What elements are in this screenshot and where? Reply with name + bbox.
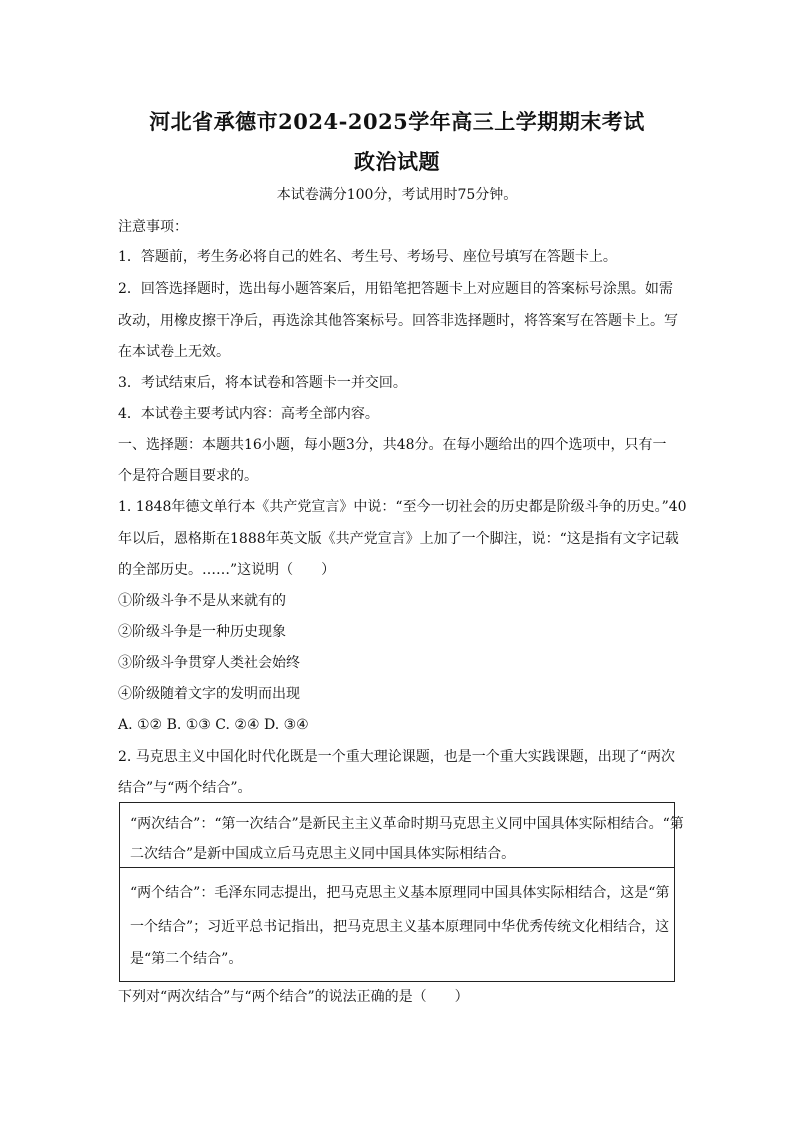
material-box-2 [119,867,675,982]
exam-info: 本试卷满分100分，考试用时75分钟。 [276,187,518,203]
question-2-prompt: 下列对“两次结合”与“两个结合”的说法正确的是（ ） [118,989,469,1005]
question-1-option-3: ③阶级斗争贯穿人类社会始终 [118,655,300,671]
notice-item-1: 1．答题前，考生务必将自己的姓名、考生号、考场号、座位号填写在答题卡上。 [118,249,617,265]
question-1-option-1: ①阶级斗争不是从来就有的 [118,593,286,609]
notice-heading: 注意事项： [118,219,188,235]
section-heading-line-2: 个是符合题目要求的。 [118,468,258,484]
material-box-2-line-3: 是“第二个结合”。 [130,951,243,967]
question-1-answer-choices: A. ①② B. ①③ C. ②④ D. ③④ [118,717,309,733]
question-1-line-1: 1. 1848年德文单行本《共产党宣言》中说：“至今一切社会的历史都是阶级斗争的历史。”40 [118,499,687,515]
material-box-2-line-1: “两个结合”：毛泽东同志提出，把马克思主义基本原理同中国具体实际相结合，这是“第 [130,885,670,901]
question-2-line-1: 2. 马克思主义中国化时代化既是一个重大理论课题，也是一个重大实践课题，出现了“两次 [118,749,675,765]
question-1-line-2: 年以后，恩格斯在1888年英文版《共产党宣言》上加了一个脚注，说：“这是指有文字记载 [118,531,679,547]
notice-item-2-line-2: 改动，用橡皮擦干净后，再选涂其他答案标号。回答非选择题时，将答案写在答题卡上。写 [118,313,678,329]
material-box-2-line-2: 一个结合”；习近平总书记指出，把马克思主义基本原理同中华优秀传统文化相结合，这 [130,919,670,935]
question-1-option-4: ④阶级随着文字的发明而出现 [118,686,300,702]
material-box-1-line-2: 二次结合”是新中国成立后马克思主义同中国具体实际相结合。 [130,846,516,862]
notice-item-4: 4．本试卷主要考试内容：高考全部内容。 [118,406,379,422]
question-1-option-2: ②阶级斗争是一种历史现象 [118,624,286,640]
notice-item-2-line-3: 在本试卷上无效。 [118,344,230,360]
subject-title: 政治试题 [354,149,440,174]
notice-item-2-line-1: 2．回答选择题时，选出每小题答案后，用铅笔把答题卡上对应题目的答案标号涂黑。如需 [118,281,673,297]
material-box-1-line-1: “两次结合”：“第一次结合”是新民主主义革命时期马克思主义同中国具体实际相结合。“第 [130,816,684,832]
material-box-1 [119,802,684,868]
notice-item-3: 3．考试结束后，将本试卷和答题卡一并交回。 [118,375,407,391]
exam-title: 河北省承德市2024-2025学年高三上学期期末考试 [149,109,645,134]
question-1-line-3: 的全部历史。……”这说明（ ） [118,562,336,578]
question-2-line-2: 结合”与“两个结合”。 [118,780,252,796]
section-heading-line-1: 一、选择题：本题共16小题，每小题3分，共48分。在每小题给出的四个选项中，只有一 [118,437,667,453]
